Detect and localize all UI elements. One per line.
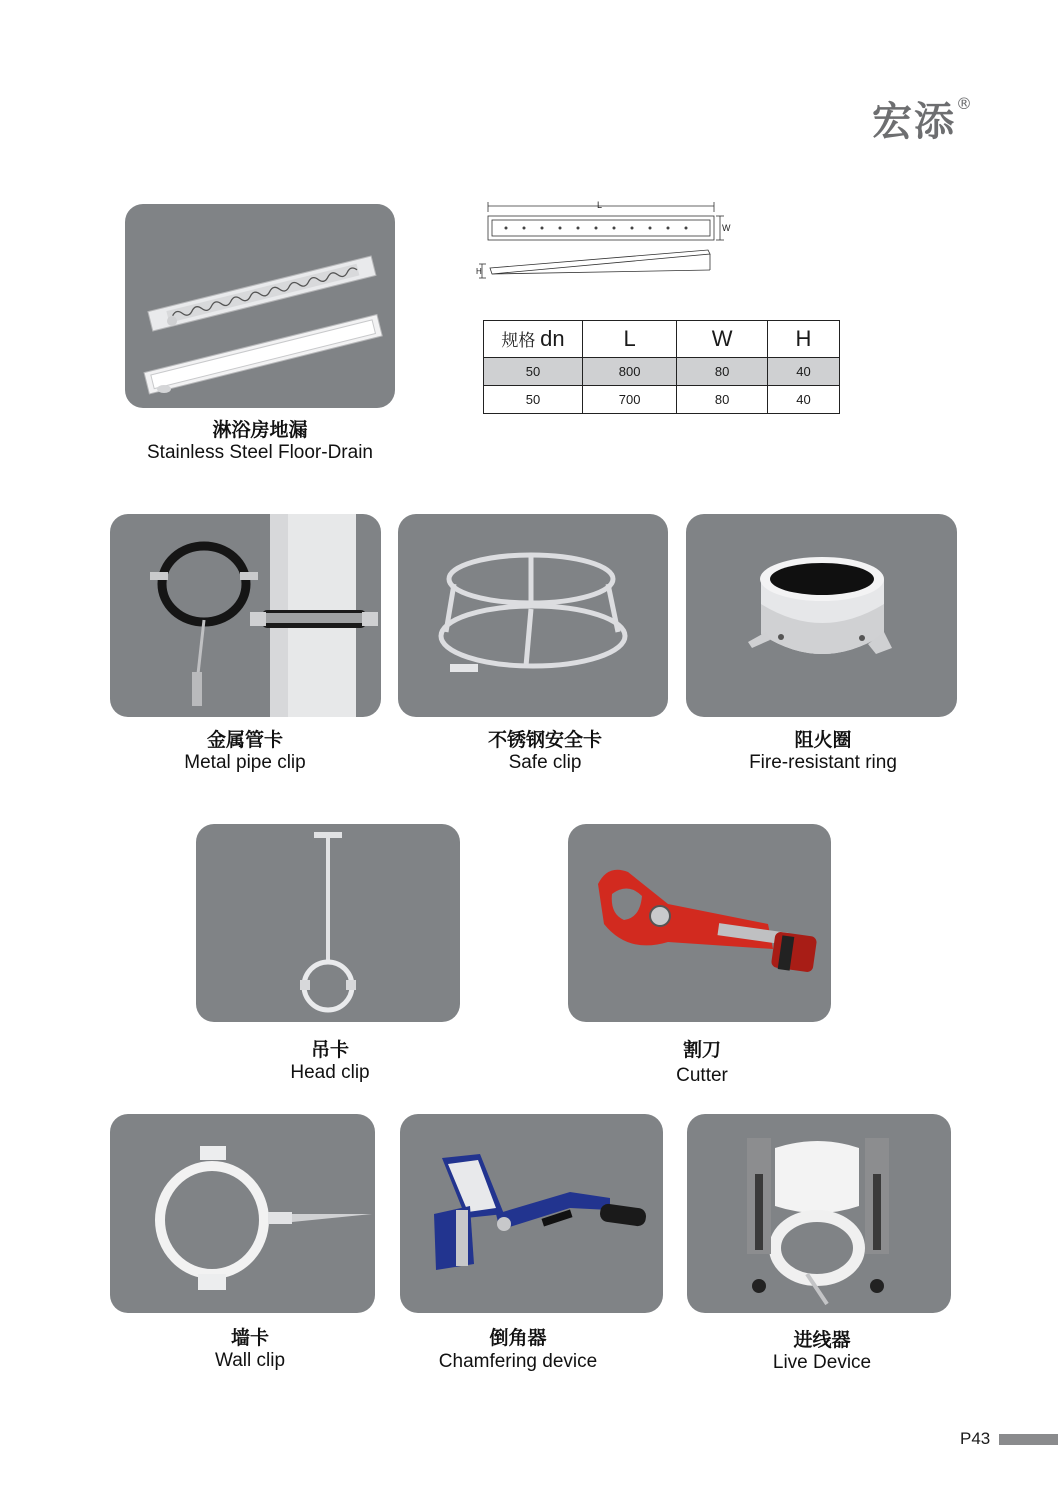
floor-drain-en: Stainless Steel Floor-Drain xyxy=(147,442,373,463)
head-clip-caption xyxy=(240,1038,420,1084)
diagram-W-label: W xyxy=(722,223,731,233)
cutter-image xyxy=(568,824,831,1022)
cutter-caption xyxy=(612,1038,792,1087)
spec-header-L: L xyxy=(583,321,677,358)
table-cell: 40 xyxy=(767,358,839,386)
fire-resistant-ring-zh: 阻火圈 xyxy=(794,729,852,751)
spec-table xyxy=(483,320,840,414)
metal-pipe-clip-en: Metal pipe clip xyxy=(184,752,306,773)
live-device-en: Live Device xyxy=(772,1352,872,1373)
fire-resistant-ring-en: Fire-resistant ring xyxy=(749,752,897,773)
chamfering-device-image xyxy=(400,1114,663,1313)
cutter-en: Cutter xyxy=(676,1065,728,1086)
live-device-image xyxy=(687,1114,951,1313)
table-row xyxy=(484,386,840,414)
brand-name: 宏添 xyxy=(872,99,956,145)
wall-clip-zh: 墙卡 xyxy=(230,1327,269,1349)
safe-clip-zh: 不锈钢安全卡 xyxy=(487,729,602,751)
table-cell: 800 xyxy=(583,358,677,386)
live-device-zh: 进线器 xyxy=(793,1329,851,1351)
table-cell: 80 xyxy=(677,386,768,414)
metal-pipe-clip-image xyxy=(110,514,381,717)
head-clip-image xyxy=(196,824,460,1022)
safe-clip-caption xyxy=(443,728,647,774)
metal-pipe-clip-zh: 金属管卡 xyxy=(206,729,283,751)
floor-drain-zh: 淋浴房地漏 xyxy=(212,419,308,441)
cutter-zh: 割刀 xyxy=(682,1039,721,1061)
page-number: P43 xyxy=(960,1429,991,1448)
wall-clip-image xyxy=(110,1114,375,1313)
chamfering-device-en: Chamfering device xyxy=(438,1351,598,1372)
fire-resistant-ring-image xyxy=(686,514,957,717)
diagram-H-label: H xyxy=(476,267,482,276)
diagram-L-label: L xyxy=(597,200,603,210)
floor-drain-caption xyxy=(120,418,400,464)
chamfering-device-caption xyxy=(418,1326,618,1373)
chamfering-device-zh: 倒角器 xyxy=(489,1327,547,1349)
table-cell: 40 xyxy=(767,386,839,414)
safe-clip-en: Safe clip xyxy=(508,752,582,773)
wall-clip-caption xyxy=(160,1326,340,1372)
spec-header-size: 规格 dn xyxy=(484,321,583,358)
table-cell: 80 xyxy=(677,358,768,386)
spec-header-H: H xyxy=(767,321,839,358)
spec-header-W: W xyxy=(677,321,768,358)
table-cell: 50 xyxy=(484,386,583,414)
table-cell: 50 xyxy=(484,358,583,386)
brand-logo xyxy=(872,90,974,147)
page-bar xyxy=(999,1434,1058,1445)
floor-drain-image xyxy=(125,204,395,408)
wall-clip-en: Wall clip xyxy=(214,1350,286,1371)
table-row xyxy=(484,358,840,386)
live-device-caption xyxy=(732,1328,912,1374)
floor-drain-diagram xyxy=(476,198,731,290)
head-clip-zh: 吊卡 xyxy=(310,1039,349,1061)
safe-clip-image xyxy=(398,514,668,717)
table-cell: 700 xyxy=(583,386,677,414)
head-clip-en: Head clip xyxy=(290,1062,370,1083)
registered-mark: ® xyxy=(956,94,974,113)
fire-resistant-ring-caption xyxy=(718,728,928,774)
metal-pipe-clip-caption xyxy=(140,728,350,774)
